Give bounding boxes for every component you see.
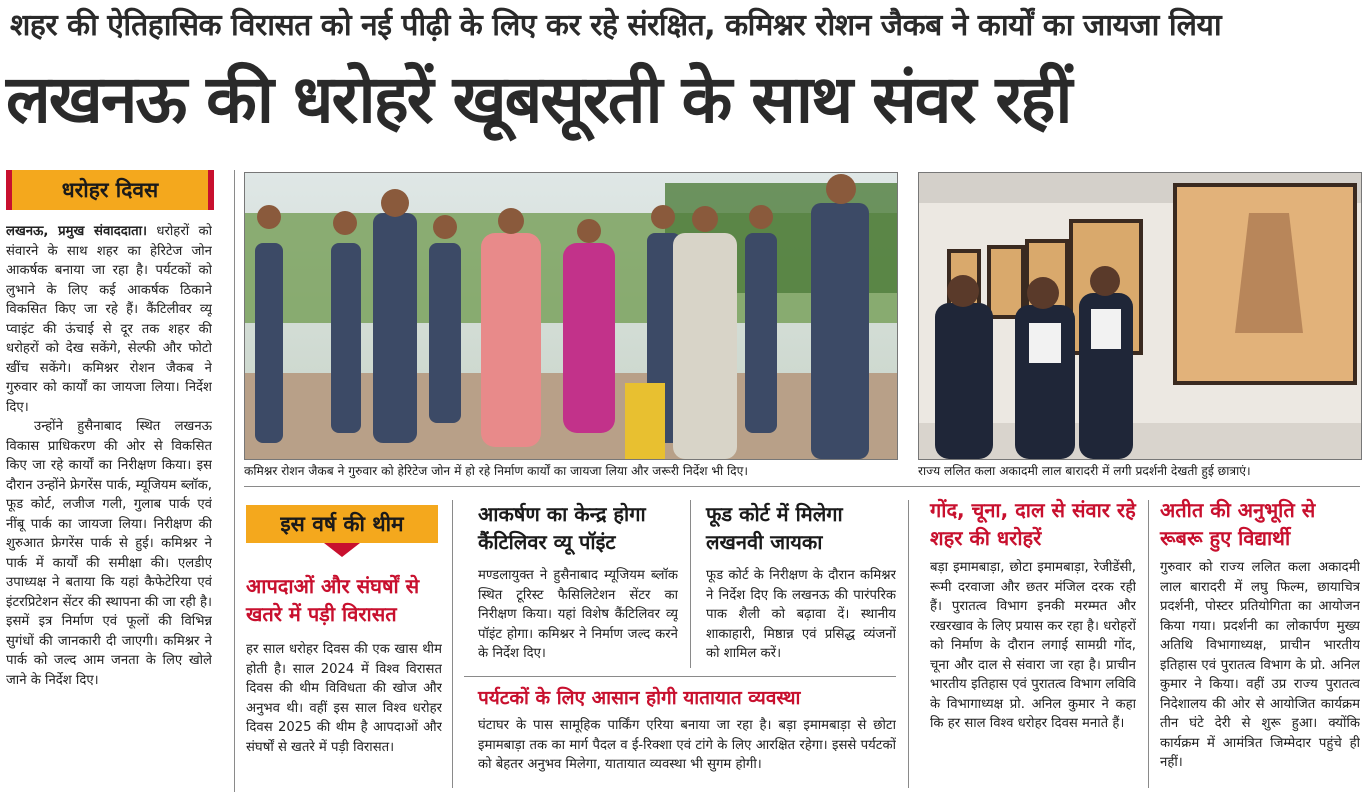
- gond-body: बड़ा इमामबाड़ा, छोटा इमामबाड़ा, रेजीडेंसी, रूमी दरवाजा और छतर मंजिल दरक रही हैं। पुरातत्व विभाग इनकी मरम्मत और रखरखाव के लिए प्रयास कर रहा है। धरोहरों को निर्माण के दौरान लगाई सामग्री गोंद, चूना और दाल से संवारा जा रहा है। प्राचीन भारतीय इतिहास एवं पुरातत्व विभाग लविवि के विभागाध्यक्ष प्रो. अनिल कुमार ने कहा कि हर साल विश्व धरोहर दिवस मनाते हैं।: [930, 560, 1136, 731]
- inspection-photo-illustration: [245, 173, 897, 459]
- cantilever-heading: आकर्षण का केन्द्र होगा कैंटिलिवर व्यू पॉइंट: [478, 502, 646, 554]
- students-body: गुरुवार को राज्य ललित कला अकादमी लाल बारादरी में लघु फिल्म, छायाचित्र प्रदर्शनी, पोस्टर प्रतियोगिता का आयोजन किया गया। प्रदर्शनी का लोकार्पण मुख्य अतिथि विभागाध्यक्ष, प्राचीन भारतीय इतिहास एवं पुरातत्व विभाग के प्रो. अनिल कुमार ने किया। वहीं उप्र राज्य पुरातत्व निदेशालय की ओर से आयोजित कार्यक्रम तीन घंटे देरी से शुरू हुआ। क्योंकि कार्यक्रम में आमंत्रित जिम्मेदार पहुंचे ही नहीं।: [1160, 560, 1360, 770]
- column-divider: [908, 500, 909, 788]
- byline: लखनऊ, प्रमुख संवाददाता।: [6, 224, 148, 239]
- students-heading: अतीत की अनुभूति से रूबरू हुए विद्यार्थी: [1160, 498, 1316, 550]
- section-tag: धरोहर दिवस: [6, 170, 214, 210]
- left-paragraph-2: उन्होंने हुसैनाबाद स्थित लखनऊ विकास प्राधिकरण की ओर से विकसित किए जा रहे कार्यों का निरीक्षण किया। इस दौरान उन्होंने फ्रेगरेंस पार्क, म्यूजियम ब्लॉक, फूड कोर्ट, लजीज गली, गुलाब पार्क एवं नींबू पार्क का जायजा लिया। निरीक्षण की शुरुआत फ्रेगरेंस पार्क से हुई। कमिश्नर ने पार्क में कार्यों की समीक्षा की। एलडीए उपाध्यक्ष ने बताया कि यहां कैफेटेरिया एवं इंटरप्रिटेशन सेंटर की स्थापना की जा रही है। इसमें इत्र निर्माण एवं फूलों की विभिन्न सुगंधों की जानकारी दी जाएगी। कमिश्नर ने पार्क को जल्द आम जनता के लिए खोले जाने के निर्देश दिए।: [6, 419, 212, 688]
- food-court-heading: फूड कोर्ट में मिलेगा लखनवी जायका: [706, 502, 843, 554]
- inspection-photo: [244, 172, 898, 460]
- theme-body: हर साल धरोहर दिवस की एक खास थीम होती है। साल 2024 में विश्व विरासत दिवस की थीम विविधता की खोज और अनुभव थी। वहीं इस साल विश्व धरोहर दिवस 2025 की थीम है आपदाओं और संघर्षों से खतरे में पड़ी विरासत।: [246, 642, 442, 755]
- inspection-photo-caption: कमिश्नर रोशन जैकब ने गुरुवार को हेरिटेज जोन में हो रहे निर्माण कार्यों का जायजा लिया और जरूरी निर्देश भी दिए।: [244, 464, 748, 478]
- column-divider: [690, 500, 691, 668]
- headline: लखनऊ की धरोहरें खूबसूरती के साथ संवर रहीं: [6, 61, 1071, 138]
- kicker-line: शहर की ऐतिहासिक विरासत को नई पीढ़ी के लिए कर रहे संरक्षित, कमिश्नर रोशन जैकब ने कार्यों का जायजा लिया: [10, 8, 1222, 43]
- food-court-body: फूड कोर्ट के निरीक्षण के दौरान कमिश्नर ने निर्देश दिए कि लखनऊ की पारंपरिक पाक शैली को बढ़ावा दें। स्थानीय शाकाहारी, मिष्ठान्न एवं प्रसिद्ध व्यंजनों को शामिल करें।: [706, 568, 896, 661]
- column-divider: [452, 500, 453, 788]
- theme-label: इस वर्ष की थीम: [246, 505, 438, 543]
- left-column-story: [6, 222, 212, 794]
- column-divider: [234, 170, 235, 792]
- exhibition-photo: [918, 172, 1362, 460]
- left-paragraph-1: धरोहरों को संवारने के साथ शहर का हेरिटेज जोन आकर्षक बनाया जा रहा है। पर्यटकों को लुभाने के लिए कई आकर्षक ठिकाने विकसित किए जा रहे हैं। कैंटिलीवर व्यू प्वाइंट की ऊंचाई से दूर तक शहर की धरोहरों को देख सकेंगे, सेल्फी और फोटो खींच सकेंगे। कमिश्नर रोशन जैकब ने गुरुवार को कार्यों का जायजा लिया। निर्देश दिए।: [6, 224, 212, 415]
- theme-heading: आपदाओं और संघर्षों से खतरे में पड़ी विरासत: [246, 574, 420, 626]
- section-rule: [464, 676, 896, 677]
- traffic-heading: पर्यटकों के लिए आसान होगी यातायात व्यवस्था: [478, 687, 801, 709]
- cantilever-body: मण्डलायुक्त ने हुसैनाबाद म्यूजियम ब्लॉक स्थित टूरिस्ट फैसिलिटेशन सेंटर का निरीक्षण किया। यहां विशेष कैंटिलिवर व्यू पॉइंट होगा। कमिश्नर ने निर्माण जल्द करने के निर्देश दिए।: [478, 568, 678, 661]
- traffic-body: घंटाघर के पास सामूहिक पार्किंग एरिया बनाया जा रहा है। बड़ा इमामबाड़ा से छोटा इमामबाड़ा तक का मार्ग पैदल व ई-रिक्शा एवं टांगे के लिए आरक्षित रहेगा। इससे पर्यटकों को बेहतर अनुभव मिलेगा, यातायात व्यवस्था भी सुगम होगी।: [478, 718, 896, 772]
- column-divider: [1148, 500, 1149, 788]
- gond-heading: गोंद, चूना, दाल से संवार रहे शहर की धरोहरें: [930, 498, 1136, 550]
- exhibition-photo-caption: राज्य ललित कला अकादमी लाल बारादरी में लगी प्रदर्शनी देखती हुई छात्राएं।: [918, 464, 1251, 478]
- theme-arrow: [324, 543, 360, 557]
- exhibition-photo-illustration: [919, 173, 1361, 459]
- section-rule: [244, 486, 1360, 487]
